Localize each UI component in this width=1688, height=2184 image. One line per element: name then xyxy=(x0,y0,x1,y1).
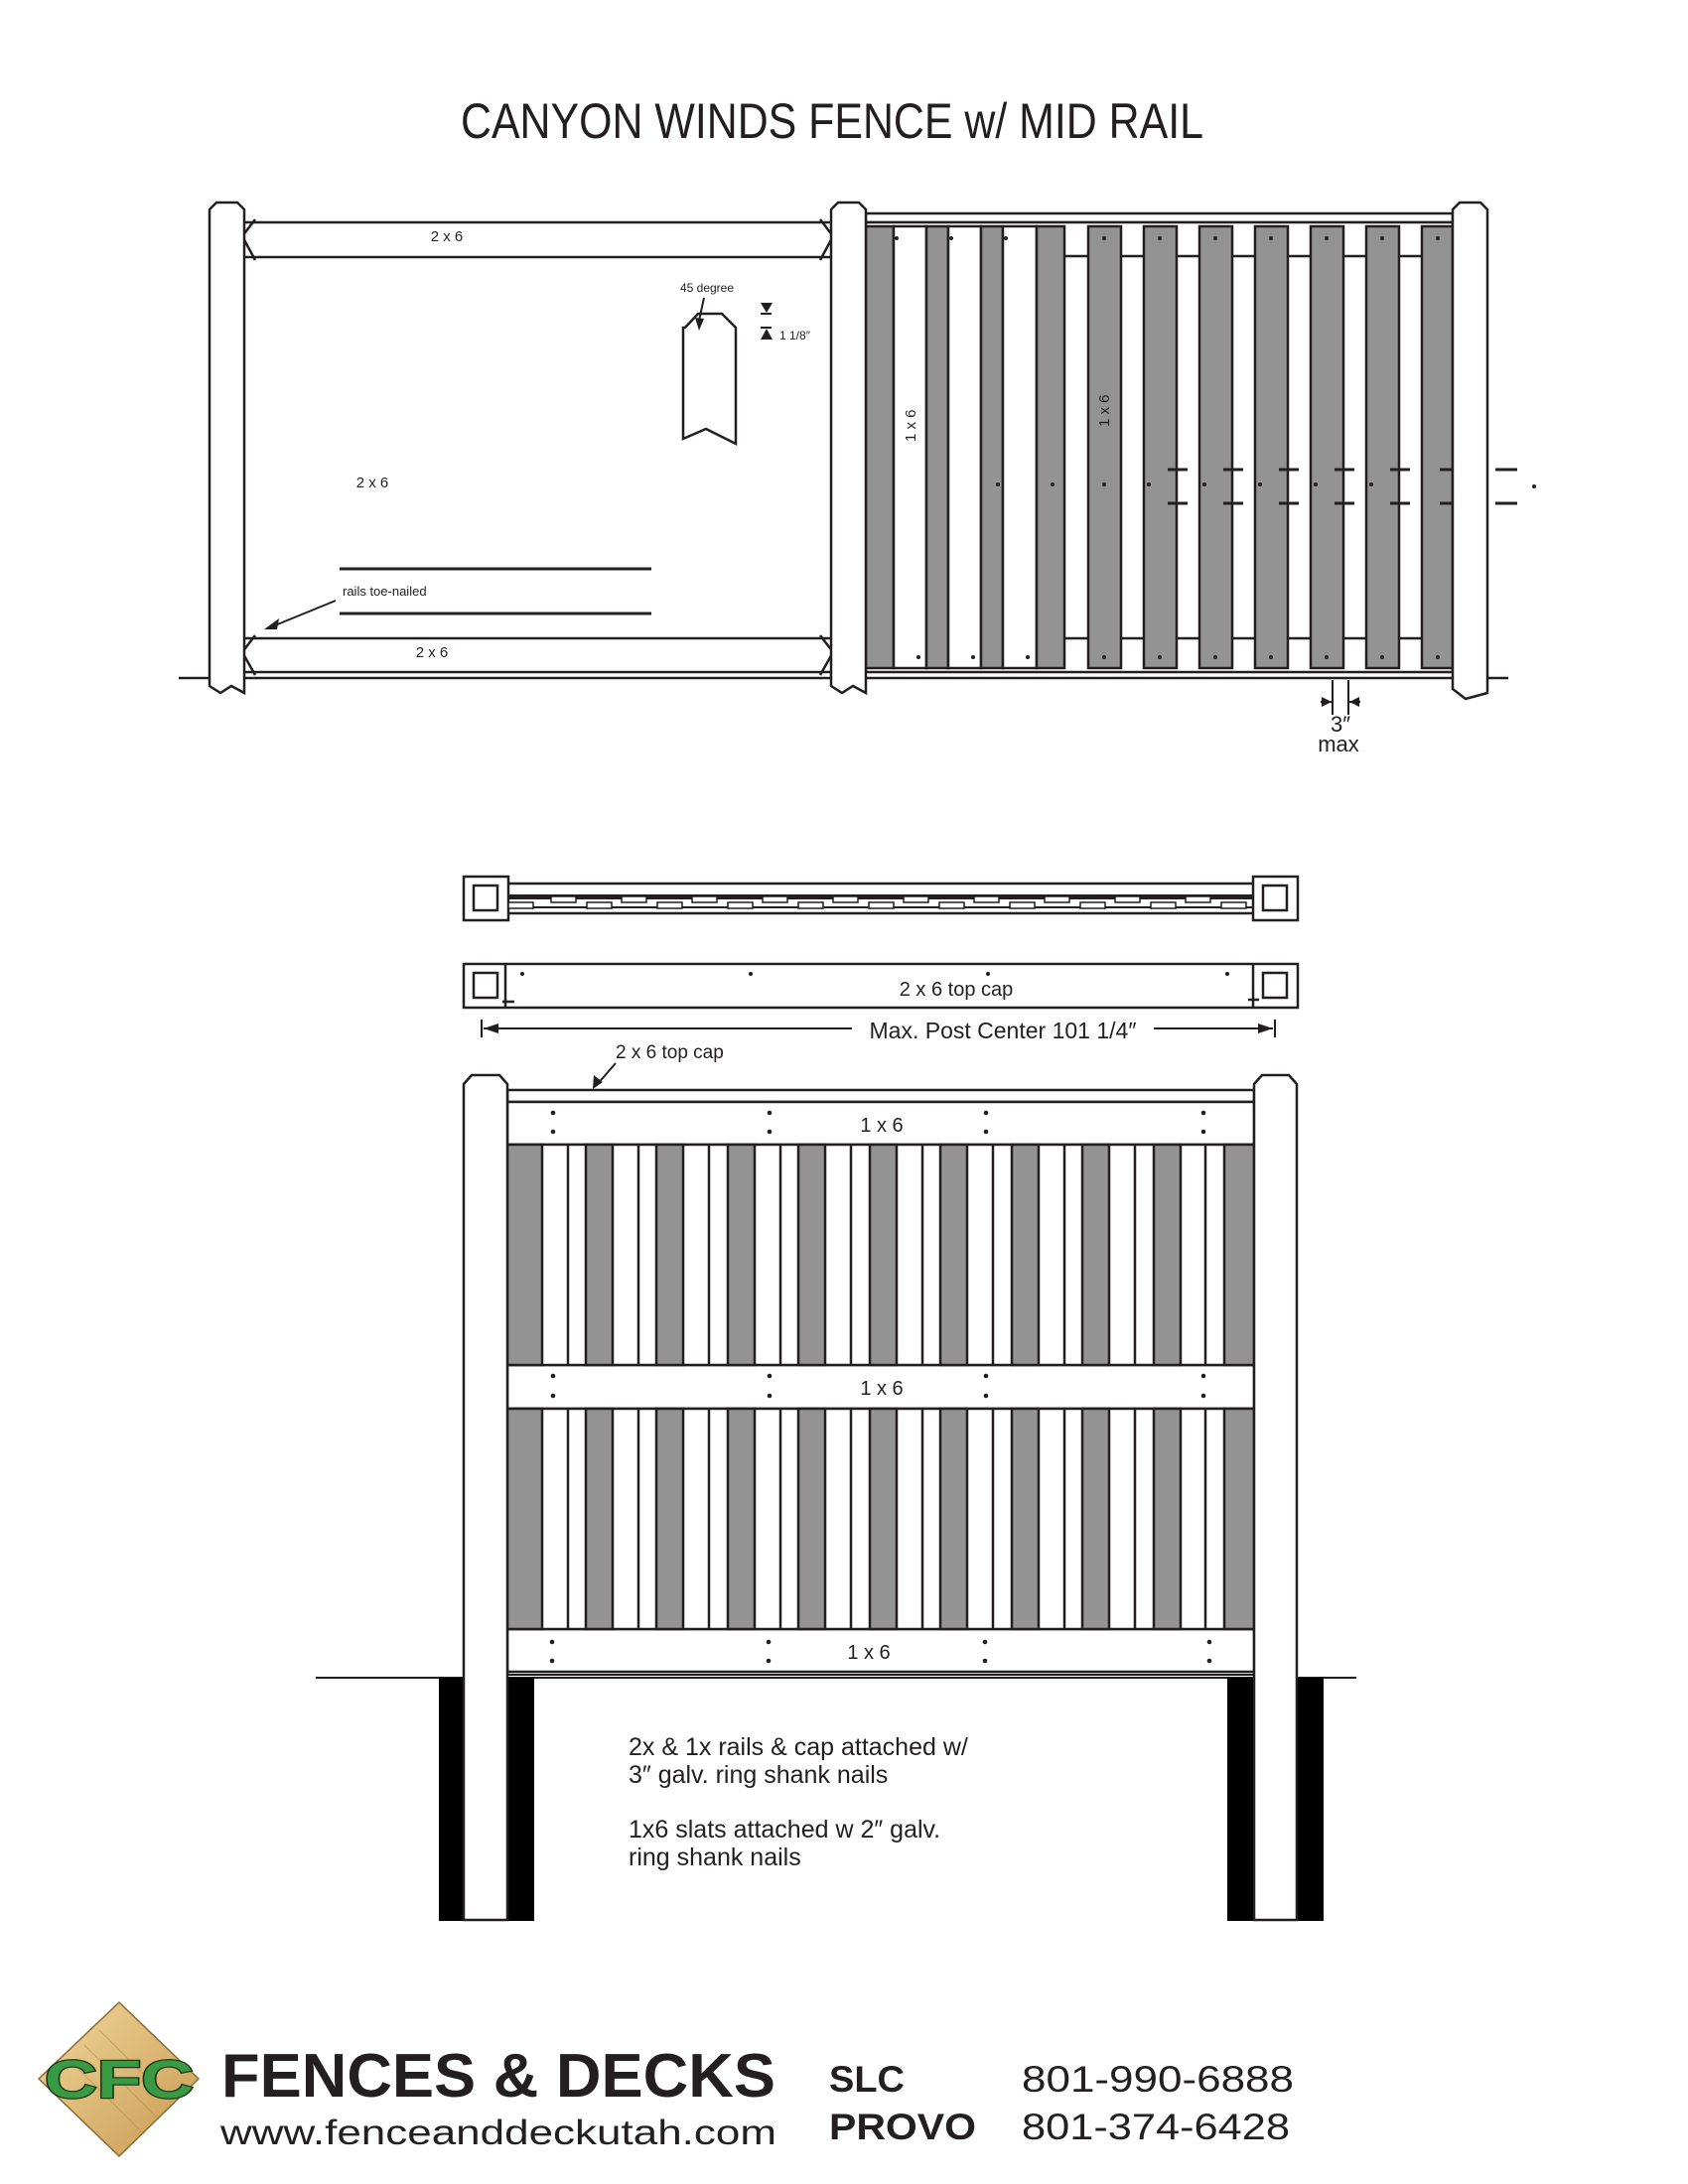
top-elevation xyxy=(179,203,1536,756)
front-post-right xyxy=(1254,1075,1297,1920)
mid-rail-label: 2 x 6 xyxy=(355,475,389,491)
front-mid-rail-label: 1 x 6 xyxy=(860,1378,904,1400)
company-website: www.fenceanddeckutah.com xyxy=(218,2114,777,2152)
gap-label: 3″ xyxy=(1330,712,1351,737)
phone-provo[interactable]: 801-374-6428 xyxy=(1022,2107,1290,2147)
logo-text: CFC xyxy=(45,2050,194,2110)
page-title: CANYON WINDS FENCE w/ MID RAIL xyxy=(461,93,1203,149)
lower-slats xyxy=(507,1409,1254,1629)
location-provo: PROVO xyxy=(829,2107,976,2147)
top-slats xyxy=(866,226,1453,668)
post-right xyxy=(1453,203,1487,699)
bottom-rail-label: 2 x 6 xyxy=(415,644,449,661)
thickness-label: 1 1/8″ xyxy=(779,329,810,342)
post-center-dimension: Max. Post Center 101 1/4″ xyxy=(869,1018,1137,1043)
post-left xyxy=(210,203,244,693)
upper-slats xyxy=(507,1145,1254,1365)
note-1-line-2: 3″ galv. ring shank nails xyxy=(629,1761,889,1789)
angle-label: 45 degree xyxy=(679,281,735,295)
slat-top-detail xyxy=(683,314,736,444)
location-slc: SLC xyxy=(829,2059,905,2100)
slat-label-1: 1 x 6 xyxy=(903,409,919,442)
company-name: FENCES & DECKS xyxy=(221,2042,775,2111)
company-logo xyxy=(39,2002,199,2156)
plan-view-slats xyxy=(464,877,1298,920)
gap-max-label: max xyxy=(1318,732,1359,756)
left-bay-rails xyxy=(242,219,833,675)
plan-cap-label: 2 x 6 top cap xyxy=(899,979,1014,1001)
post-middle xyxy=(831,203,866,693)
note-2-line-2: ring shank nails xyxy=(629,1843,801,1871)
front-post-left xyxy=(464,1075,507,1920)
slat-label-2: 1 x 6 xyxy=(1096,394,1113,427)
top-cap-label: 2 x 6 top cap xyxy=(616,1042,724,1063)
plan-view-top-cap xyxy=(464,964,1298,1008)
note-2-line-1: 1x6 slats attached w 2″ galv. xyxy=(629,1816,941,1843)
front-bottom-rail-label: 1 x 6 xyxy=(847,1642,891,1664)
installation-notes xyxy=(629,1733,968,1871)
front-top-rail-label: 1 x 6 xyxy=(860,1115,904,1137)
note-1-line-1: 2x & 1x rails & cap attached w/ xyxy=(629,1733,968,1761)
toe-nailed-label: rails toe-nailed xyxy=(343,584,427,599)
top-rail-label: 2 x 6 xyxy=(430,228,464,245)
phone-slc[interactable]: 801-990-6888 xyxy=(1022,2059,1294,2100)
